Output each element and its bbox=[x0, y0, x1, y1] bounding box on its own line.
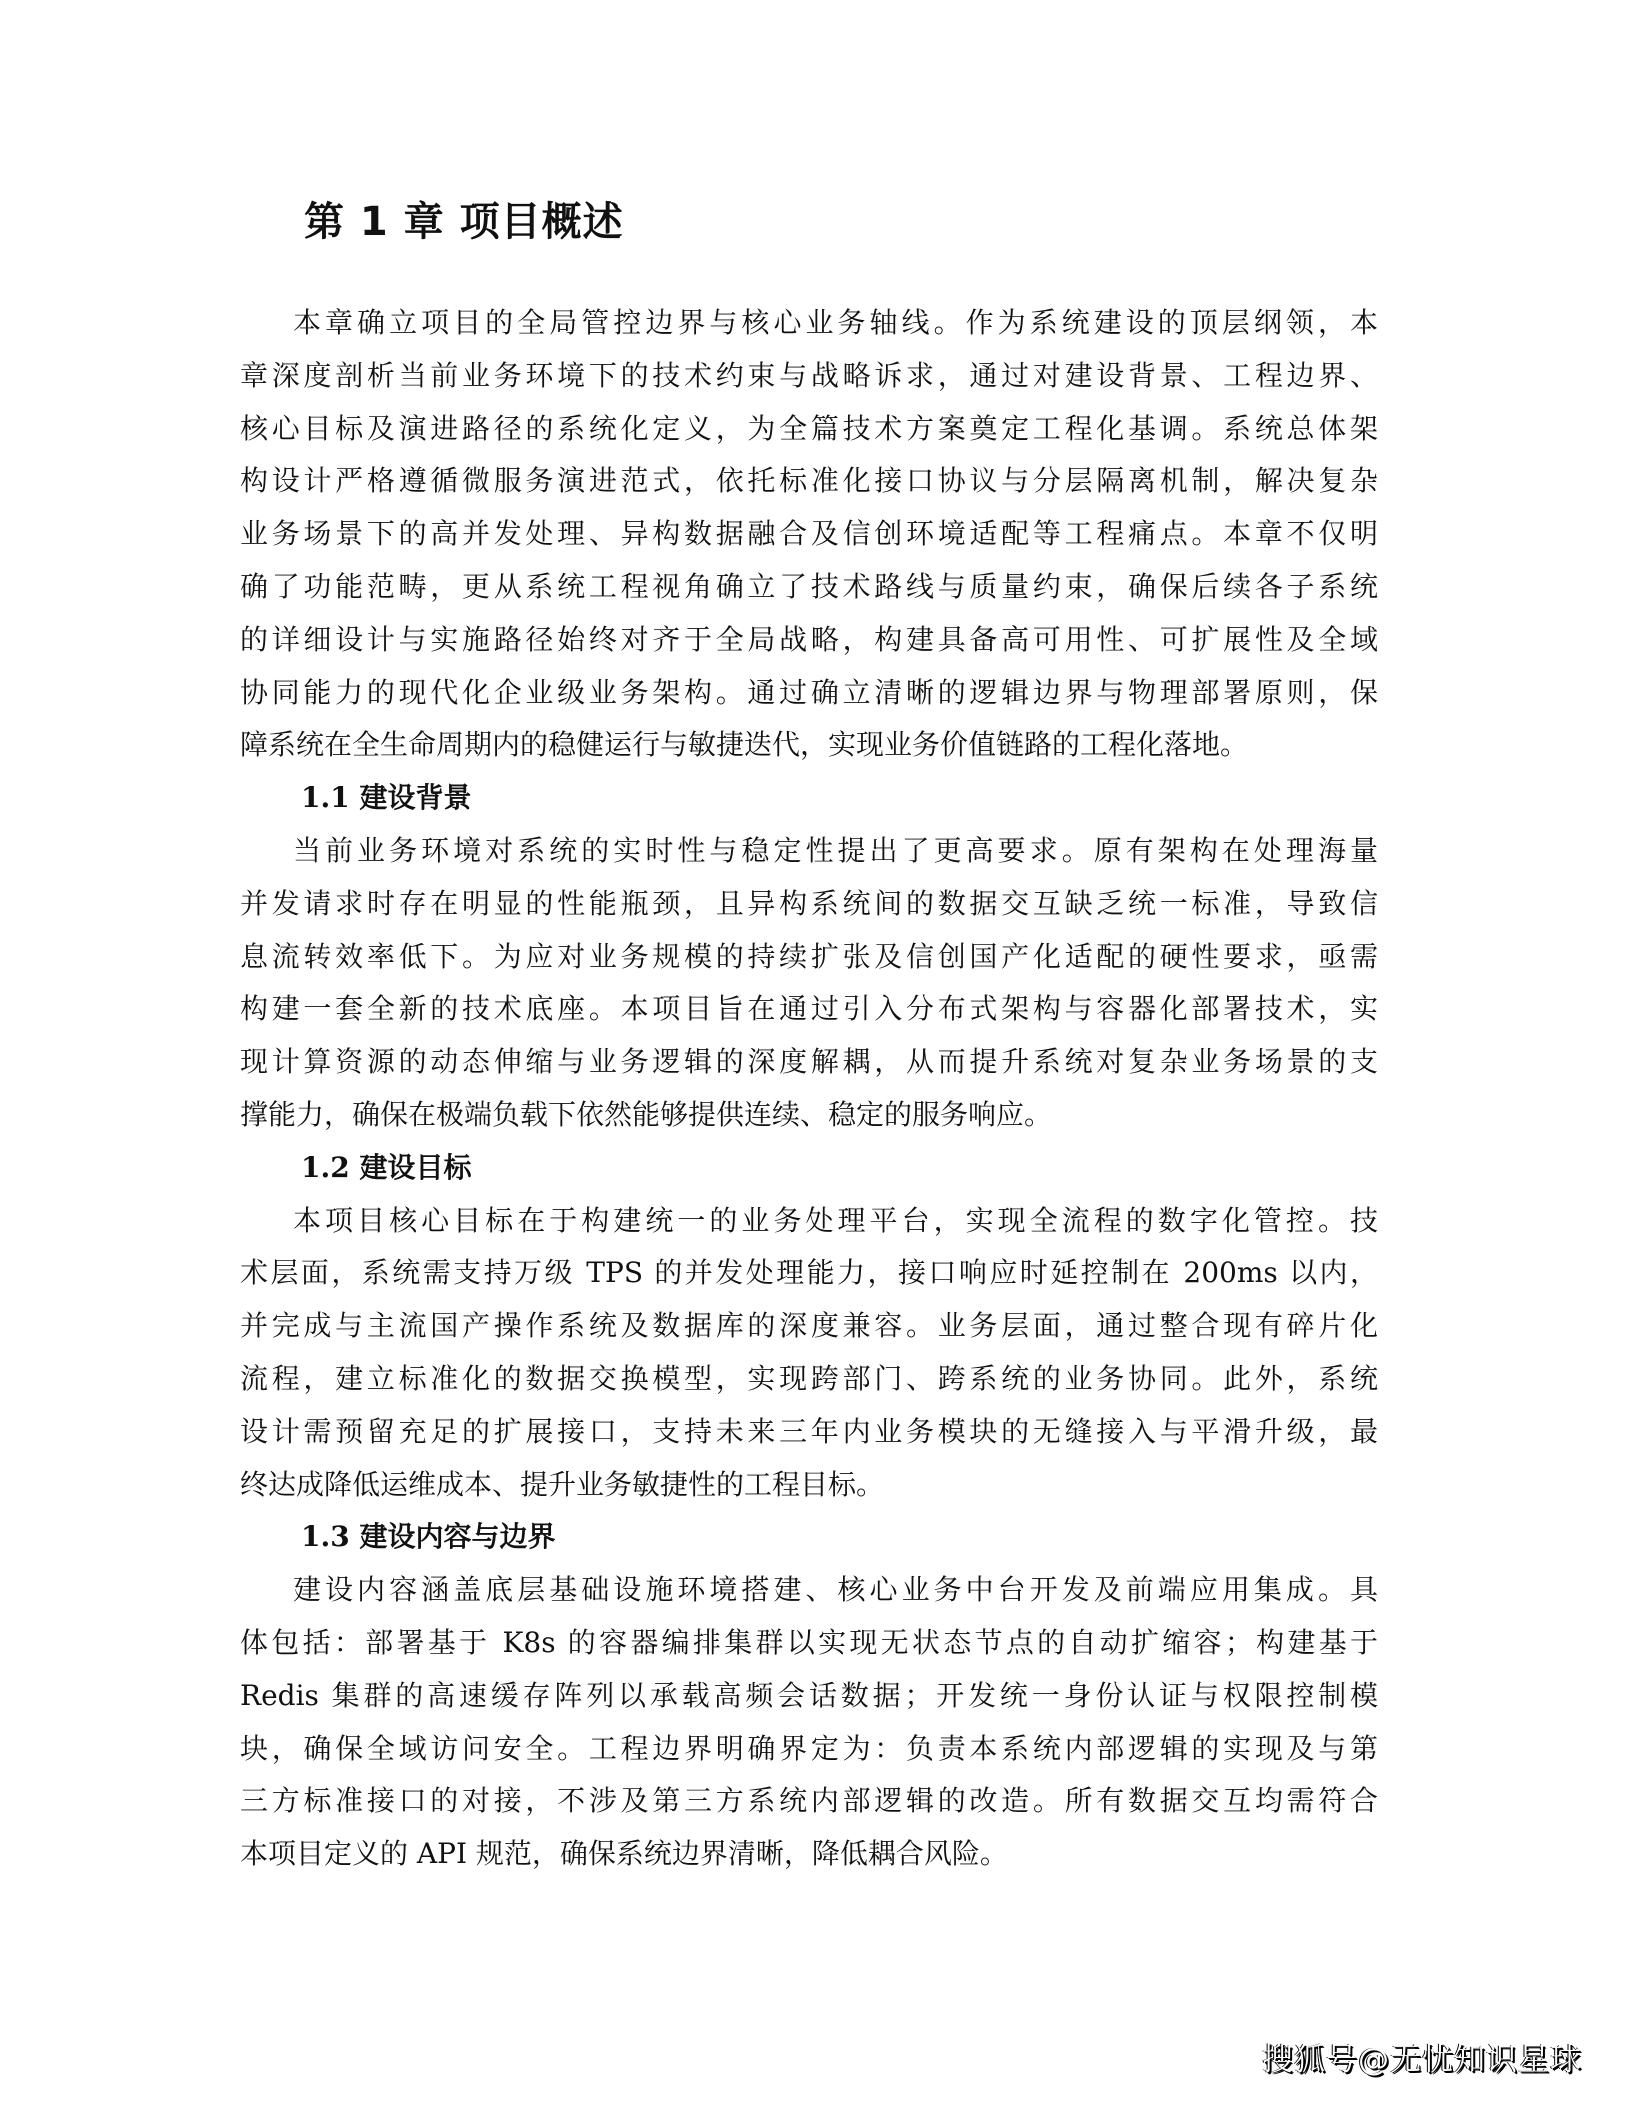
watermark: 搜狐号@无忧知识星球 bbox=[1262, 2042, 1582, 2078]
paragraph-line: 撑能力，确保在极端负载下依然能够提供连续、稳定的服务响应。 bbox=[240, 1097, 1053, 1131]
paragraph-line: 确了功能范畴，更从系统工程视角确立了技术路线与质量约束，确保后续各子系统 bbox=[240, 569, 1378, 603]
paragraph-line: 息流转效率低下。为应对业务规模的持续扩张及信创国产化适配的硬性要求，亟需 bbox=[240, 939, 1378, 973]
paragraph-line: 的详细设计与实施路径始终对齐于全局战略，构建具备高可用性、可扩展性及全域 bbox=[240, 622, 1378, 656]
paragraph-line: 体包括：部署基于 K8s 的容器编排集群以实现无状态节点的自动扩缩容；构建基于 bbox=[240, 1625, 1378, 1659]
paragraph-line: Redis 集群的高速缓存阵列以承载高频会话数据；开发统一身份认证与权限控制模 bbox=[240, 1678, 1378, 1712]
paragraph-line: 现计算资源的动态伸缩与业务逻辑的深度解耦，从而提升系统对复杂业务场景的支 bbox=[240, 1045, 1378, 1079]
paragraph-line: 终达成降低运维成本、提升业务敏捷性的工程目标。 bbox=[240, 1467, 885, 1501]
paragraph-line: 当前业务环境对系统的实时性与稳定性提出了更高要求。原有架构在处理海量 bbox=[293, 833, 1378, 867]
paragraph-line: 核心目标及演进路径的系统化定义，为全篇技术方案奠定工程化基调。系统总体架 bbox=[240, 411, 1378, 445]
paragraph-line: 设计需预留充足的扩展接口，支持未来三年内业务模块的无缝接入与平滑升级，最 bbox=[240, 1414, 1378, 1448]
paragraph-line: 块，确保全域访问安全。工程边界明确界定为：负责本系统内部逻辑的实现及与第 bbox=[240, 1731, 1378, 1765]
paragraph-line: 本项目核心目标在于构建统一的业务处理平台，实现全流程的数字化管控。技 bbox=[293, 1203, 1378, 1237]
chapter-title: 第 1 章 项目概述 bbox=[304, 199, 624, 245]
paragraph-line: 建设内容涵盖底层基础设施环境搭建、核心业务中台开发及前端应用集成。具 bbox=[293, 1573, 1378, 1607]
paragraph-line: 构建一套全新的技术底座。本项目旨在通过引入分布式架构与容器化部署技术，实 bbox=[240, 992, 1378, 1026]
paragraph-line: 本项目定义的 API 规范，确保系统边界清晰，降低耦合风险。 bbox=[240, 1837, 1008, 1871]
section-heading: 1.3 建设内容与边界 bbox=[301, 1520, 556, 1554]
paragraph-line: 并发请求时存在明显的性能瓶颈，且异构系统间的数据交互缺乏统一标准，导致信 bbox=[240, 886, 1378, 920]
paragraph-line: 章深度剖析当前业务环境下的技术约束与战略诉求，通过对建设背景、工程边界、 bbox=[240, 358, 1378, 392]
section-heading: 1.2 建设目标 bbox=[301, 1150, 472, 1184]
paragraph-line: 三方标准接口的对接，不涉及第三方系统内部逻辑的改造。所有数据交互均需符合 bbox=[240, 1784, 1378, 1818]
paragraph-line: 术层面，系统需支持万级 TPS 的并发处理能力，接口响应时延控制在 200ms 以内， bbox=[240, 1256, 1378, 1290]
paragraph-line: 协同能力的现代化企业级业务架构。通过确立清晰的逻辑边界与物理部署原则，保 bbox=[240, 675, 1378, 709]
paragraph-line: 本章确立项目的全局管控边界与核心业务轴线。作为系统建设的顶层纲领，本 bbox=[293, 306, 1378, 339]
paragraph-line: 业务场景下的高并发处理、异构数据融合及信创环境适配等工程痛点。本章不仅明 bbox=[240, 517, 1378, 551]
document-body bbox=[240, 297, 1378, 1881]
paragraph-line: 流程，建立标准化的数据交换模型，实现跨部门、跨系统的业务协同。此外，系统 bbox=[240, 1361, 1378, 1395]
paragraph-line: 障系统在全生命周期内的稳健运行与敏捷迭代，实现业务价值链路的工程化落地。 bbox=[240, 728, 1249, 762]
paragraph-line: 构设计严格遵循微服务演进范式，依托标准化接口协议与分层隔离机制，解决复杂 bbox=[240, 464, 1378, 498]
paragraph-line: 并完成与主流国产操作系统及数据库的深度兼容。业务层面，通过整合现有碎片化 bbox=[240, 1309, 1378, 1343]
section-heading: 1.1 建设背景 bbox=[301, 781, 472, 815]
